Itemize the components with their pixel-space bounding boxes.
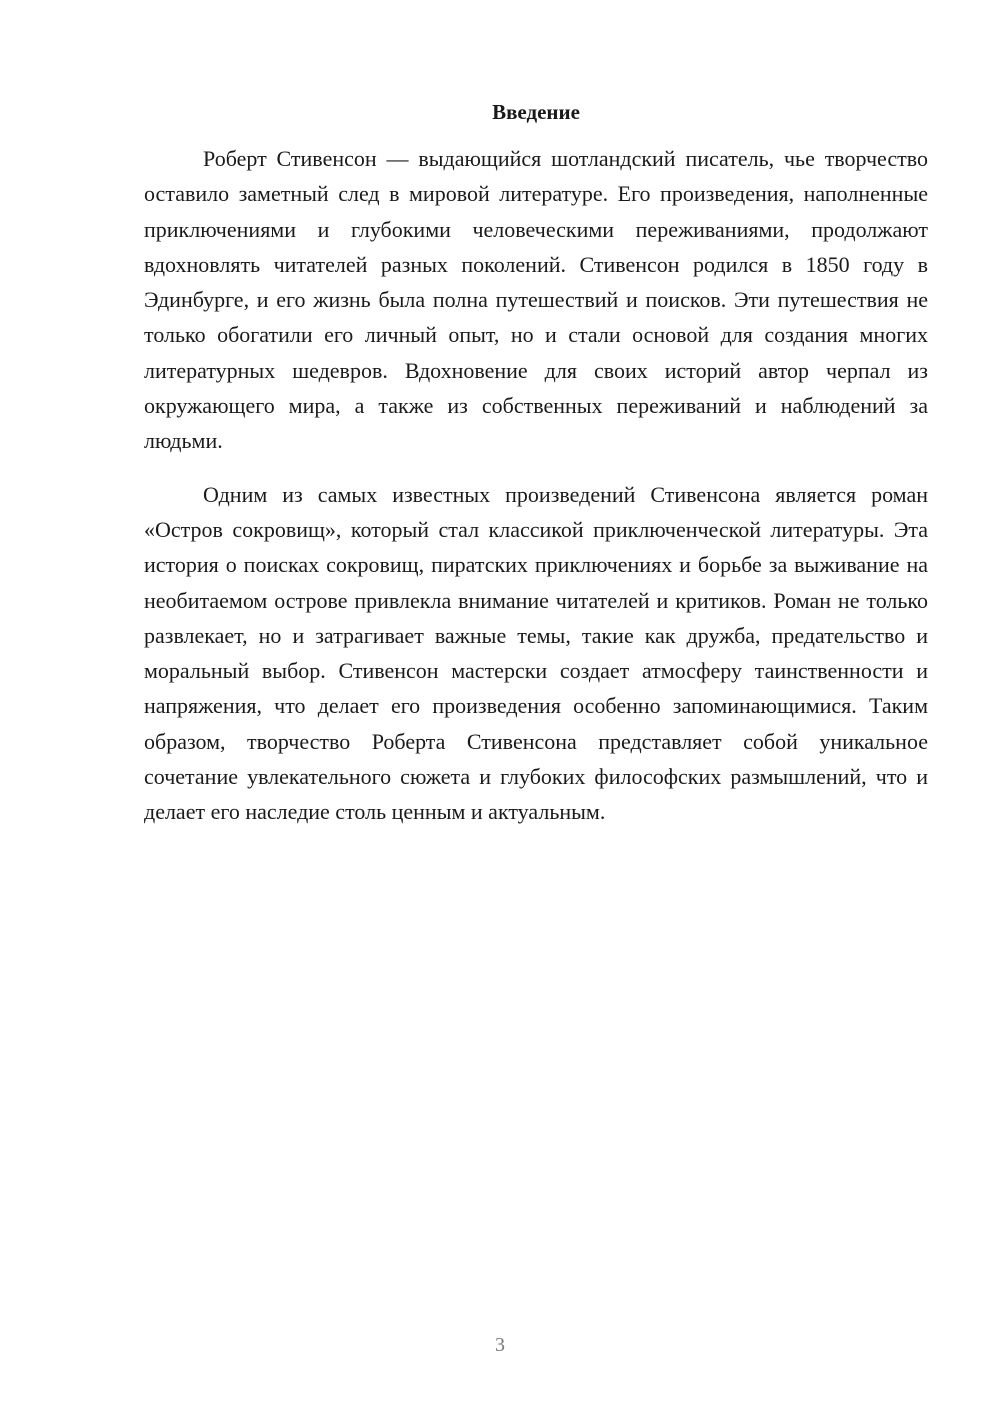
section-heading: Введение	[492, 100, 580, 124]
paragraph-2: Одним из самых известных произведений Стивенсона является роман «Остров сокровищ», который стал классикой приключенческой литературы. Эта история о поисках сокровищ, пиратских приключениях и борьбе за выживание на необитаемом острове привлекла внимание читателей и критиков. Роман не только развлекает, но и затрагивает важные темы, такие как дружба, предательство и моральный выбор. Стивенсон мастерски создает атмосферу таинственности и напряжения, что делает его произведения особенно запоминающимися. Таким образом, творчество Роберта Стивенсона представляет собой уникальное сочетание увлекательного сюжета и глубоких философских размышлений, что и делает его наследие столь ценным и актуальным.	[144, 481, 928, 825]
page-number: 3	[495, 1334, 505, 1356]
body-text	[144, 141, 928, 830]
paragraph-1: Роберт Стивенсон — выдающийся шотландский писатель, чье творчество оставило заметный след в мировой литературе. Его произведения, наполненные приключениями и глубокими человеческими переживаниями, продолжают вдохновлять читателей разных поколений. Стивенсон родился в 1850 году в Эдинбурге, и его жизнь была полна путешествий и поисков. Эти путешествия не только обогатили его личный опыт, но и стали основой для создания многих литературных шедевров. Вдохновение для своих историй автор черпал из окружающего мира, а также из собственных переживаний и наблюдений за людьми.	[144, 146, 928, 454]
